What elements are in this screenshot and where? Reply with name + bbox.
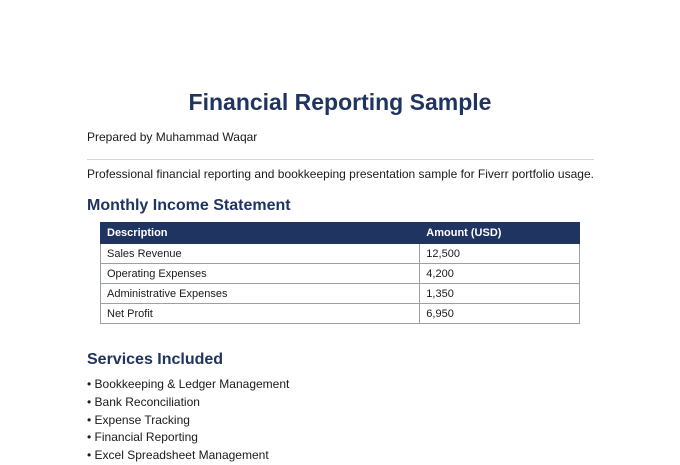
page-title: Financial Reporting Sample xyxy=(188,89,492,115)
row-amount: 1,350 xyxy=(420,284,580,304)
list-item: • Financial Reporting xyxy=(87,429,289,447)
prepared-by-text: Prepared by Muhammad Waqar xyxy=(87,130,258,144)
list-item: • Bank Reconciliation xyxy=(87,394,289,412)
list-item: • Excel Spreadsheet Management xyxy=(87,447,289,465)
intro-text: Professional financial reporting and bookkeeping presentation sample for Fiverr portfolio usage. xyxy=(87,167,594,181)
row-amount: 4,200 xyxy=(420,264,580,284)
table-row xyxy=(101,264,580,284)
table-header-row xyxy=(101,223,580,244)
row-description: Operating Expenses xyxy=(101,264,420,284)
table-row xyxy=(101,304,580,324)
list-item: • Expense Tracking xyxy=(87,412,289,430)
row-description: Administrative Expenses xyxy=(101,284,420,304)
list-item: • Bookkeeping & Ledger Management xyxy=(87,376,289,394)
row-description: Sales Revenue xyxy=(101,244,420,264)
column-header-amount: Amount (USD) xyxy=(420,223,580,244)
table-row xyxy=(101,284,580,304)
table-row xyxy=(101,244,580,264)
column-header-description: Description xyxy=(101,223,420,244)
divider xyxy=(87,159,594,160)
services-list xyxy=(87,376,289,465)
income-statement-table xyxy=(100,222,580,324)
row-amount: 6,950 xyxy=(420,304,580,324)
row-amount: 12,500 xyxy=(420,244,580,264)
row-description: Net Profit xyxy=(101,304,420,324)
income-statement-heading: Monthly Income Statement xyxy=(87,197,291,214)
services-heading: Services Included xyxy=(87,351,224,368)
